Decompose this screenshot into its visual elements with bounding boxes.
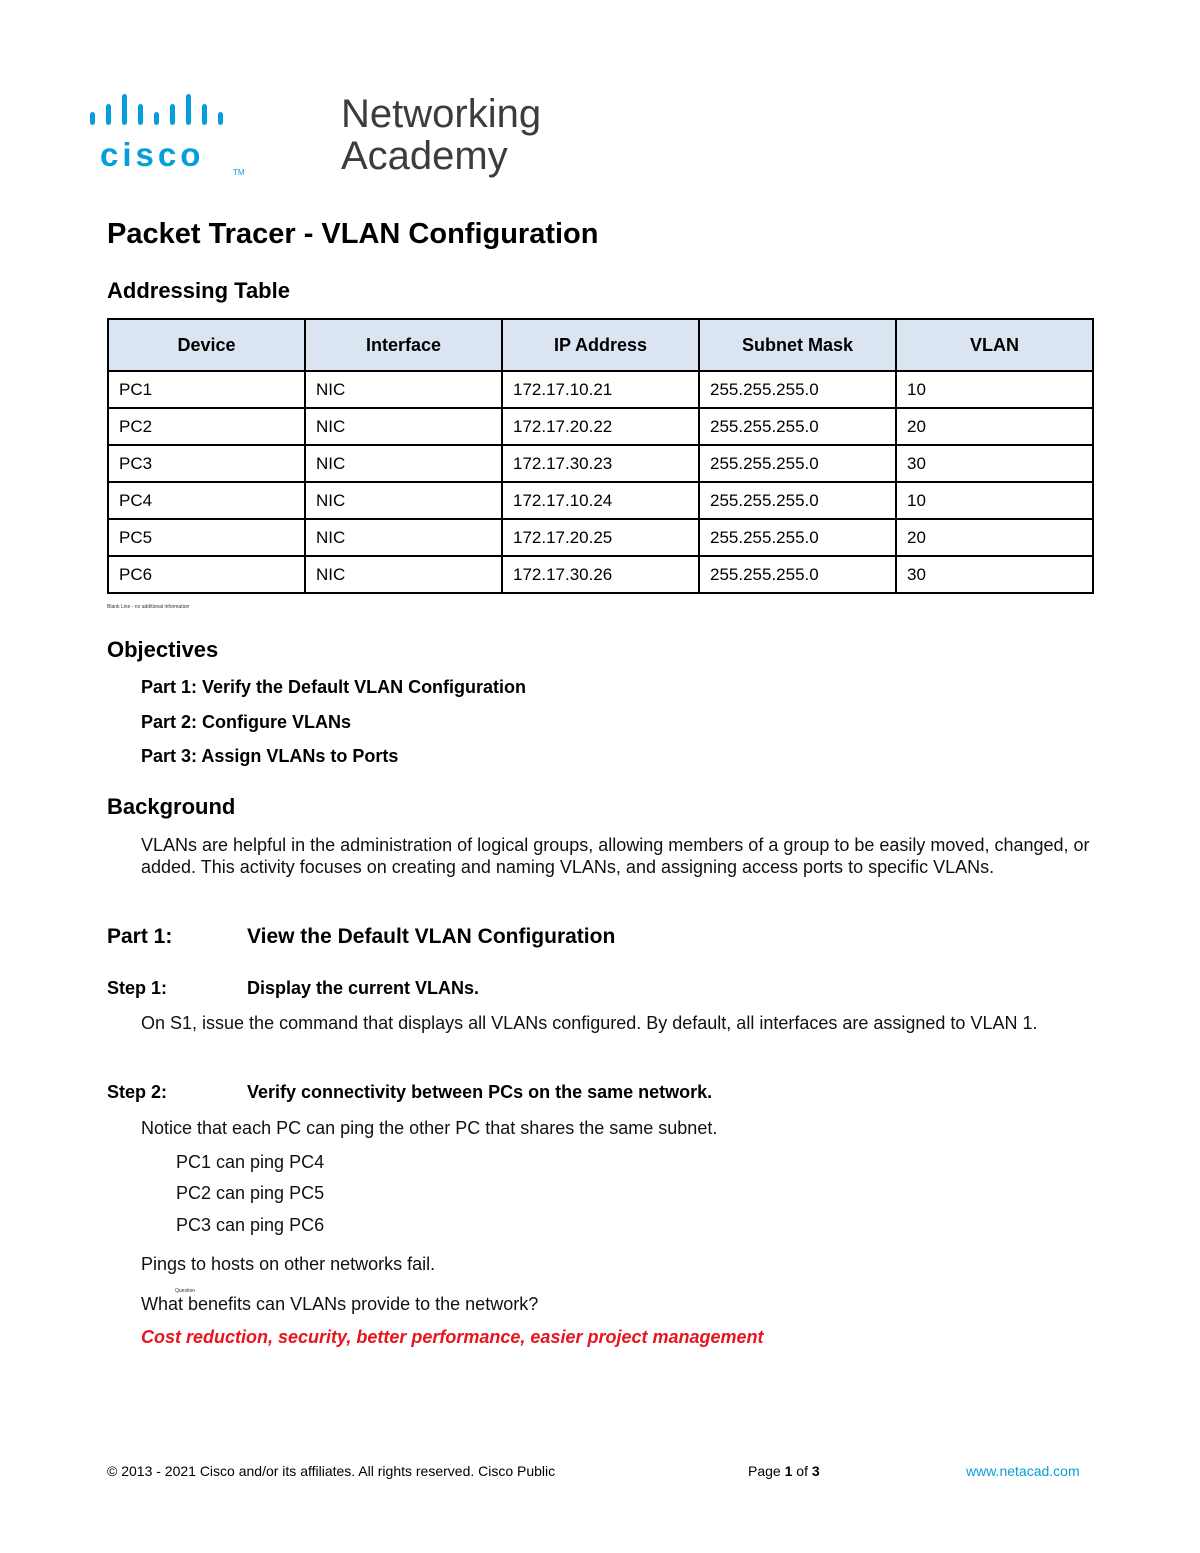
table-cell: 255.255.255.0 xyxy=(699,482,896,519)
footer-copyright: © 2013 - 2021 Cisco and/or its affiliates. All rights reserved. Cisco Public xyxy=(107,1463,556,1479)
table-cell: PC2 xyxy=(108,408,305,445)
step2-intro: Notice that each PC can ping the other PC that shares the same subnet. xyxy=(141,1118,718,1138)
question-text: What benefits can VLANs provide to the network? xyxy=(141,1294,539,1314)
page-prefix: Page xyxy=(748,1463,785,1479)
cisco-wordmark: cisco xyxy=(100,136,205,173)
table-cell: 172.17.10.24 xyxy=(502,482,699,519)
page-current: 1 xyxy=(784,1463,793,1479)
step2-title: Verify connectivity between PCs on the same network. xyxy=(247,1082,713,1102)
logo-word-academy: Academy xyxy=(341,134,508,178)
table-cell: NIC xyxy=(305,556,502,593)
table-header-row xyxy=(108,319,1093,371)
table-row xyxy=(108,556,1093,593)
table-cell: PC6 xyxy=(108,556,305,593)
table-cell: NIC xyxy=(305,371,502,408)
table-cell: 172.17.30.26 xyxy=(502,556,699,593)
column-header: IP Address xyxy=(502,319,699,371)
cisco-bars-icon xyxy=(88,92,238,132)
table-row xyxy=(108,519,1093,556)
table-row xyxy=(108,445,1093,482)
table-row xyxy=(108,482,1093,519)
objectives-heading: Objectives xyxy=(107,637,219,662)
column-header: VLAN xyxy=(896,319,1093,371)
step1-label: Step 1: xyxy=(107,978,168,998)
fail-statement: Pings to hosts on other networks fail. xyxy=(141,1254,436,1274)
table-cell: NIC xyxy=(305,408,502,445)
background-paragraph: VLANs are helpful in the administration of logical groups, allowing members of a group to be easily moved, changed, or added. This activity focuses on creating and naming VLANs, and assigning access ports to specific VLANs. xyxy=(141,835,1090,877)
table-cell: 10 xyxy=(896,482,1093,519)
page-of: of xyxy=(792,1463,812,1479)
objective-item: Part 1: Verify the Default VLAN Configuration xyxy=(141,677,527,697)
trademark-mark: TM xyxy=(233,168,245,177)
table-cell: 172.17.20.22 xyxy=(502,408,699,445)
ping-item: PC2 can ping PC5 xyxy=(176,1183,325,1203)
column-header: Subnet Mask xyxy=(699,319,896,371)
table-cell: NIC xyxy=(305,519,502,556)
column-header: Device xyxy=(108,319,305,371)
footer-page-number xyxy=(748,1463,820,1479)
table-cell: 20 xyxy=(896,519,1093,556)
table-cell: PC3 xyxy=(108,445,305,482)
ping-item: PC1 can ping PC4 xyxy=(176,1152,325,1172)
table-cell: 172.17.10.21 xyxy=(502,371,699,408)
part1-label: Part 1: xyxy=(107,925,173,948)
column-header: Interface xyxy=(305,319,502,371)
ping-item: PC3 can ping PC6 xyxy=(176,1215,325,1235)
table-cell: PC1 xyxy=(108,371,305,408)
table-row xyxy=(108,408,1093,445)
footer-link[interactable]: www.netacad.com xyxy=(966,1463,1080,1479)
table-cell: 30 xyxy=(896,556,1093,593)
table-cell: NIC xyxy=(305,482,502,519)
table-cell: 255.255.255.0 xyxy=(699,519,896,556)
table-cell: 172.17.30.23 xyxy=(502,445,699,482)
addressing-table-heading: Addressing Table xyxy=(107,278,290,303)
step1-title: Display the current VLANs. xyxy=(247,978,480,998)
logo-word-networking: Networking xyxy=(341,92,542,136)
part1-title: View the Default VLAN Configuration xyxy=(247,925,616,948)
step1-paragraph: On S1, issue the command that displays all VLANs configured. By default, all interfaces are assigned to VLAN 1. xyxy=(141,1013,1038,1033)
table-cell: 255.255.255.0 xyxy=(699,408,896,445)
table-cell: 10 xyxy=(896,371,1093,408)
table-cell: PC4 xyxy=(108,482,305,519)
question-marker: Question xyxy=(175,1288,196,1294)
background-heading: Background xyxy=(107,794,236,819)
addressing-table xyxy=(107,318,1094,594)
step2-label: Step 2: xyxy=(107,1082,168,1102)
table-cell: 20 xyxy=(896,408,1093,445)
objective-item: Part 3: Assign VLANs to Ports xyxy=(141,746,399,766)
table-cell: 172.17.20.25 xyxy=(502,519,699,556)
table-cell: PC5 xyxy=(108,519,305,556)
page-total: 3 xyxy=(811,1463,820,1479)
table-footnote: Blank Line - no additional information xyxy=(107,604,190,610)
objective-item: Part 2: Configure VLANs xyxy=(141,712,352,732)
answer-text: Cost reduction, security, better performance, easier project management xyxy=(141,1327,764,1347)
table-row xyxy=(108,371,1093,408)
networking-academy-logo xyxy=(88,92,542,184)
table-cell: 30 xyxy=(896,445,1093,482)
table-cell: 255.255.255.0 xyxy=(699,445,896,482)
table-cell: 255.255.255.0 xyxy=(699,556,896,593)
table-cell: 255.255.255.0 xyxy=(699,371,896,408)
table-cell: NIC xyxy=(305,445,502,482)
document-title: Packet Tracer - VLAN Configuration xyxy=(107,218,599,250)
